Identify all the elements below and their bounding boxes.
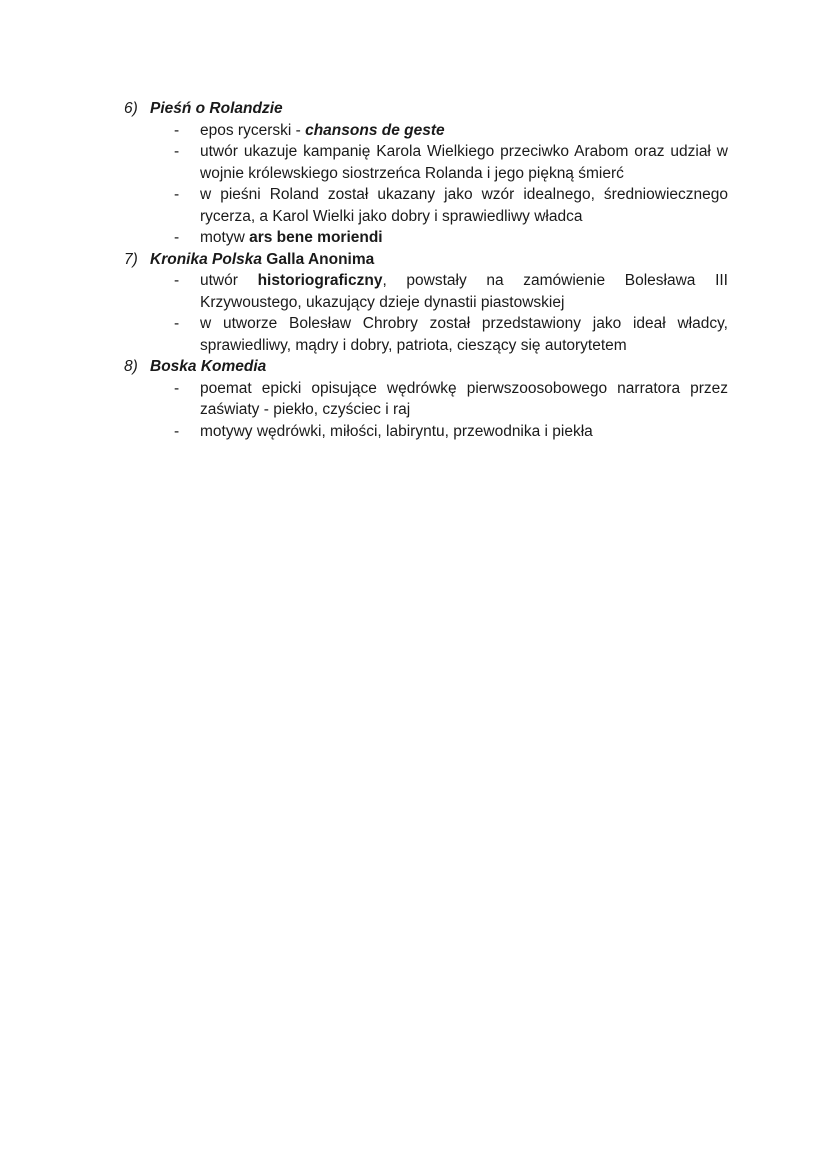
bullet-marker: - xyxy=(174,379,180,397)
bullet-list xyxy=(124,120,728,249)
list-item xyxy=(124,184,728,227)
section-number: 8) xyxy=(124,358,138,375)
section-boska-komedia xyxy=(124,356,728,442)
section-heading xyxy=(124,356,728,378)
bold-text: historiograficzny xyxy=(257,272,383,289)
bullet-marker: - xyxy=(174,186,180,203)
section-heading xyxy=(124,249,728,271)
section-title xyxy=(150,249,728,271)
list-item-text xyxy=(200,270,728,313)
bullet-marker: - xyxy=(174,143,180,160)
list-item-text xyxy=(200,120,728,142)
bullet-list xyxy=(124,270,728,356)
list-item xyxy=(124,421,728,443)
title-bold-part: Galla Anonima xyxy=(262,250,375,268)
document-content xyxy=(124,98,728,442)
emphasis-text: chansons de geste xyxy=(305,121,445,139)
bullet-list xyxy=(124,378,728,443)
section-title: Boska Komedia xyxy=(150,358,267,375)
bullet-marker: - xyxy=(174,121,180,139)
list-item xyxy=(124,270,728,313)
text-run: utwór xyxy=(200,272,258,289)
list-item-text xyxy=(200,227,728,249)
list-item xyxy=(124,313,728,356)
list-item xyxy=(124,227,728,249)
bullet-marker: - xyxy=(174,229,180,246)
bullet-marker: - xyxy=(174,315,180,332)
list-item-text: w pieśni Roland został ukazany jako wzór idealnego, średniowiecznego rycerza, a Karol Wielki jako dobry i sprawiedliwy władca xyxy=(200,186,728,225)
bullet-marker: - xyxy=(174,422,180,440)
text-run: motyw xyxy=(200,229,250,246)
section-number: 6) xyxy=(124,100,138,117)
list-item-text: motywy wędrówki, miłości, labiryntu, przewodnika i piekła xyxy=(200,422,593,440)
title-italic-part: Kronika Polska xyxy=(150,250,262,268)
list-item xyxy=(124,120,728,142)
bullet-marker: - xyxy=(174,272,180,289)
section-heading xyxy=(124,98,728,120)
section-number: 7) xyxy=(124,250,138,268)
list-item-text: poemat epicki opisujące wędrówkę pierwszoosobowego narratora przez zaświaty - piekło, czyściec i raj xyxy=(200,379,728,418)
section-piesn-o-rolandzie xyxy=(124,98,728,249)
bold-text: ars bene moriendi xyxy=(249,229,383,246)
list-item-text: w utworze Bolesław Chrobry został przedstawiony jako ideał władcy, sprawiedliwy, mądry i dobry, patriota, cieszący się autorytetem xyxy=(200,315,728,354)
list-item xyxy=(124,378,728,421)
list-item-text: utwór ukazuje kampanię Karola Wielkiego przeciwko Arabom oraz udział w wojnie królewskiego siostrzeńca Rolanda i jego piękną śmierć xyxy=(200,143,728,182)
section-title: Pieśń o Rolandzie xyxy=(150,100,283,117)
text-run: , powstały na zamówienie Bolesława III Krzywoustego, ukazujący dzieje dynastii piastowskiej xyxy=(200,272,728,311)
list-item xyxy=(124,141,728,184)
text-run: epos rycerski - xyxy=(200,121,306,139)
section-kronika-polska xyxy=(124,249,728,357)
